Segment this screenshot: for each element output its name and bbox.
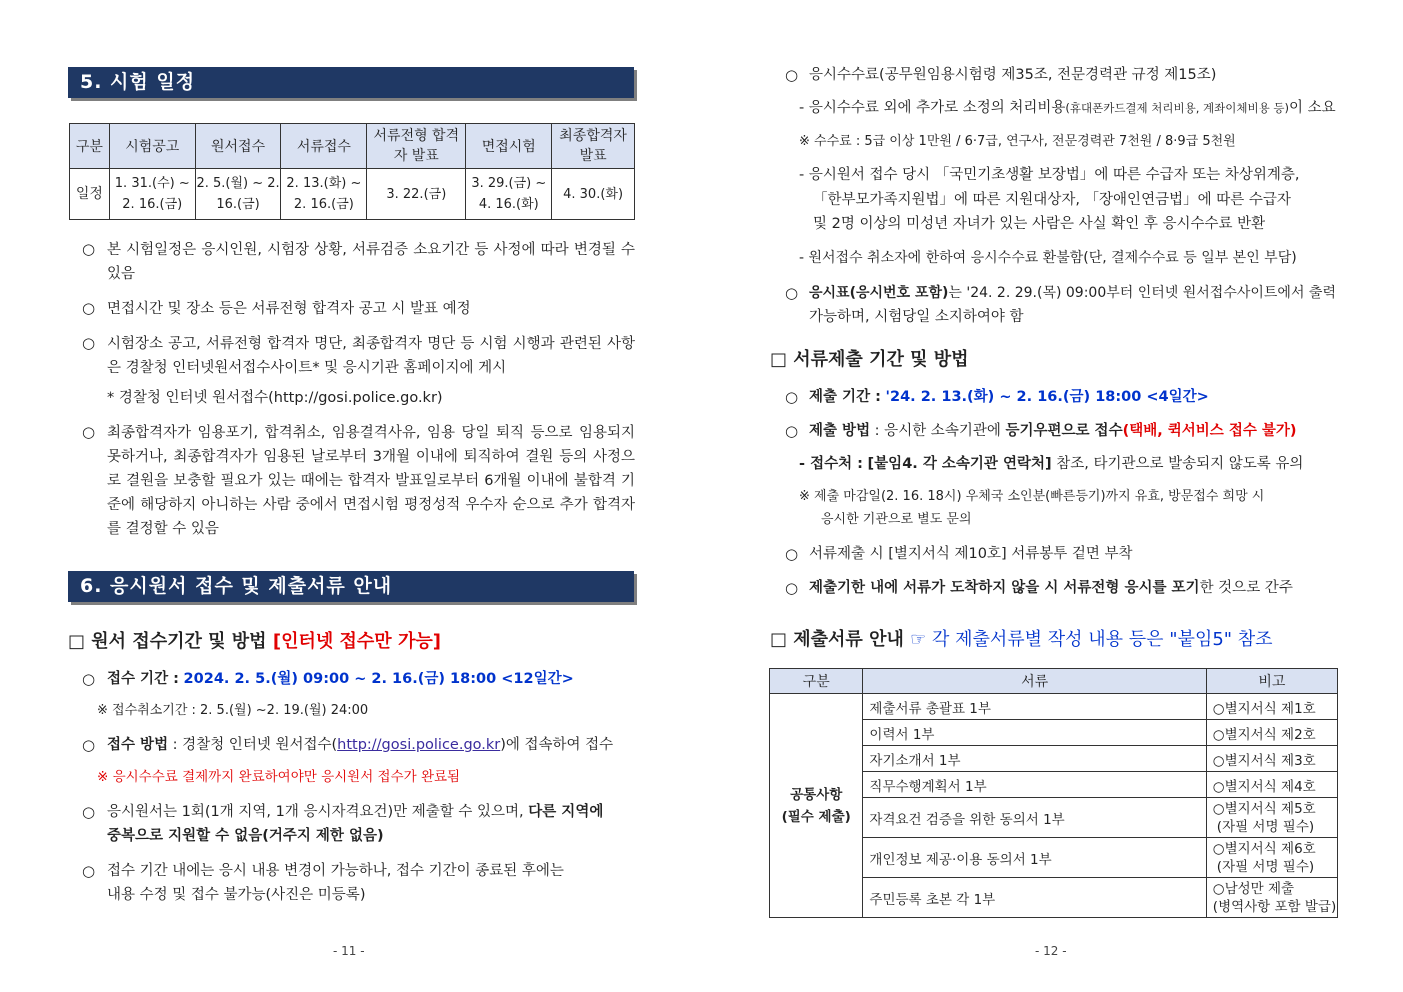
recipient: - 접수처 : [붙임4. 각 소속기관 연락처] 참조, 타기관으로 발송되지 않도록 유의 (799, 456, 1304, 472)
circle-bullet-icon: ○ (82, 862, 96, 880)
change-note-2: 내용 수정 및 접수 불가능(사진은 미등록) (107, 887, 366, 903)
schedule-header: 면접시험 (466, 124, 552, 169)
schedule-header: 최종합격자 발표 (552, 124, 635, 169)
schedule-header: 서류전형 합격자 발표 (367, 124, 466, 169)
circle-bullet-icon: ○ (785, 388, 799, 406)
circle-bullet-icon: ○ (82, 334, 96, 352)
fee-warning: ※ 응시수수료 결제까지 완료하여야만 응시원서 접수가 완료됨 (97, 769, 461, 785)
schedule-header: 원서접수 (195, 124, 281, 169)
circle-bullet-icon: ○ (785, 66, 799, 84)
schedule-cell: 1. 31.(수) ~ 2. 16.(금) (109, 169, 195, 220)
circle-bullet-icon: ○ (82, 803, 96, 821)
police-site-link[interactable]: http://gosi.police.go.kr (337, 737, 501, 753)
circle-bullet-icon: ○ (785, 579, 799, 597)
cancel-period: ※ 접수취소기간 : 2. 5.(월) ~2. 19.(월) 24:00 (97, 703, 369, 718)
admission-ticket-2: 가능하며, 시험당일 소지하여야 함 (809, 309, 1024, 325)
docs-row-doc: 자격요건 검증을 위한 동의서 1부 (863, 798, 1206, 838)
refund-line-2: 「한부모가족지원법」에 따른 지원대상자, 「장애인연금법」에 따른 수급자 (813, 192, 1291, 208)
schedule-note-2: 면접시간 및 장소 등은 서류전형 합격자 공고 시 발표 예정 (107, 301, 471, 317)
deadline-note-2: 응시한 기관으로 별도 문의 (821, 512, 972, 527)
submit-period: 제출 기간 : '24. 2. 13.(화) ~ 2. 16.(금) 18:00 <4일간> (809, 389, 1209, 405)
fee-title: 응시수수료(공무원임용시험령 제35조, 전문경력관 규정 제15조) (809, 67, 1217, 83)
docs-header: 구분 (770, 669, 863, 694)
circle-bullet-icon: ○ (785, 284, 799, 302)
deadline-note: ※ 제출 마감일(2. 16. 18시) 우체국 소인분(빠른등기)까지 유효, 방문접수 희망 시 (799, 489, 1265, 504)
cancel-refund: - 원서접수 취소자에 한하여 응시수수료 환불함(단, 결제수수료 등 일부 본인 부담) (799, 250, 1297, 266)
docs-row-note: ○남성만 제출 (병역사항 포함 발급) (1206, 878, 1337, 918)
docs-row-doc: 주민등록 초본 각 1부 (863, 878, 1206, 918)
once-only-note-2: 중복으로 지원할 수 없음(거주지 제한 없음) (107, 828, 384, 844)
docs-row-doc: 자기소개서 1부 (863, 746, 1206, 772)
docs-row-doc: 직무수행계획서 1부 (863, 772, 1206, 798)
docs-row-doc: 이력서 1부 (863, 720, 1206, 746)
docs-row-doc: 개인정보 제공·이용 동의서 1부 (863, 838, 1206, 878)
admission-ticket: 응시표(응시번호 포함)는 '24. 2. 29.(목) 09:00부터 인터넷 원서접수사이트에서 출력 (809, 285, 1336, 301)
docs-row-note: ○별지서식 제5호 (자필 서명 필수) (1206, 798, 1337, 838)
schedule-table (69, 123, 635, 220)
apply-heading: □ 원서 접수기간 및 방법 [인터넷 접수만 가능] (68, 631, 441, 652)
circle-bullet-icon: ○ (82, 299, 96, 317)
schedule-header: 구분 (70, 124, 110, 169)
docs-group-label: 공통사항 (필수 제출) (770, 694, 863, 918)
docs-row-note: ○별지서식 제3호 (1206, 746, 1337, 772)
left-page (0, 0, 701, 992)
apply-method: 접수 방법 : 경찰청 인터넷 원서접수(http://gosi.police.go.kr)에 접속하여 접수 (107, 737, 614, 753)
page-number: - 11 - (333, 944, 365, 958)
section-6-title: 6. 응시원서 접수 및 제출서류 안내 (68, 571, 634, 602)
circle-bullet-icon: ○ (785, 422, 799, 440)
right-page (701, 0, 1403, 992)
schedule-cell: 3. 29.(금) ~ 4. 16.(화) (466, 169, 552, 220)
docs-header: 서류 (863, 669, 1206, 694)
docs-header: 비고 (1206, 669, 1337, 694)
internet-only-note: [인터넷 접수만 가능] (272, 631, 441, 652)
docs-list-heading: □ 제출서류 안내 ☞ 각 제출서류별 작성 내용 등은 "붙임5" 참조 (770, 629, 1273, 650)
police-site-link[interactable]: * 경찰청 인터넷 원서접수(http://gosi.police.go.kr) (107, 390, 443, 406)
schedule-header: 시험공고 (109, 124, 195, 169)
schedule-note-1: 본 시험일정은 응시인원, 시험장 상황, 서류검증 소요기간 등 사정에 따라 변경될 수 있음 (107, 242, 635, 282)
docs-row-note: ○별지서식 제1호 (1206, 694, 1337, 720)
docs-table (769, 668, 1338, 918)
change-note: 접수 기간 내에는 응시 내용 변경이 가능하나, 접수 기간이 종료된 후에는 (107, 863, 564, 879)
docs-row-note: ○별지서식 제4호 (1206, 772, 1337, 798)
refund-line-3: 및 2명 이상의 미성년 자녀가 있는 사람은 사실 확인 후 응시수수료 반환 (813, 216, 1266, 232)
schedule-cell: 2. 13.(화) ~ 2. 16.(금) (281, 169, 367, 220)
schedule-note-4: 최종합격자가 임용포기, 합격취소, 임용결격사유, 임용 당일 퇴직 등으로 임용되지 못하거나, 최종합격자가 임용된 날로부터 3개월 이내에 퇴직하여 결원 등의 사정으로 결원을 보충할 필요가 있는 때에는 합격자 발표일로부터 6개월 이내에 불합격 기준에 해당하지 아니하는 사람 중에서 면접시험 평정성적 우수자 순으로 추가 합격자를 결정할 수 있음 (107, 425, 635, 537)
circle-bullet-icon: ○ (785, 545, 799, 563)
docs-row-note: ○별지서식 제6호 (자필 서명 필수) (1206, 838, 1337, 878)
schedule-cell: 4. 30.(화) (552, 169, 635, 220)
circle-bullet-icon: ○ (82, 670, 96, 688)
circle-bullet-icon: ○ (82, 736, 96, 754)
schedule-cell: 3. 22.(금) (367, 169, 466, 220)
schedule-row-label: 일정 (70, 169, 110, 220)
fee-amounts: ※ 수수료 : 5급 이상 1만원 / 6·7급, 연구사, 전문경력관 7천원 / 8·9급 5천원 (799, 134, 1236, 149)
circle-bullet-icon: ○ (82, 423, 96, 441)
page-number: - 12 - (1035, 944, 1067, 958)
submit-method: 제출 방법 : 응시한 소속기관에 등기우편으로 접수(택배, 퀵서비스 접수 불가) (809, 423, 1297, 439)
schedule-note-3: 시험장소 공고, 서류전형 합격자 명단, 최종합격자 명단 등 시험 시행과 관련된 사항은 경찰청 인터넷원서접수사이트* 및 응시기관 홈페이지에 게시 (107, 336, 635, 376)
docs-submit-heading: □ 서류제출 기간 및 방법 (770, 349, 969, 370)
schedule-header: 서류접수 (281, 124, 367, 169)
schedule-cell: 2. 5.(월) ~ 2. 16.(금) (195, 169, 281, 220)
docs-list-note: ☞ 각 제출서류별 작성 내용 등은 "붙임5" 참조 (910, 629, 1273, 650)
docs-row-note: ○별지서식 제2호 (1206, 720, 1337, 746)
docs-row-doc: 제출서류 총괄표 1부 (863, 694, 1206, 720)
envelope-note: 서류제출 시 [별지서식 제10호] 서류봉투 겉면 부착 (809, 546, 1133, 562)
fee-extra: - 응시수수료 외에 추가로 소정의 처리비용(휴대폰카드결제 처리비용, 계좌이체비용 등)이 소요 (799, 100, 1336, 116)
forfeit-note: 제출기한 내에 서류가 도착하지 않을 시 서류전형 응시를 포기한 것으로 간주 (809, 580, 1293, 596)
once-only-note: 응시원서는 1회(1개 지역, 1개 응시자격요건)만 제출할 수 있으며, 다른 지역에 (107, 804, 604, 820)
section-5-title: 5. 시험 일정 (68, 67, 634, 98)
refund-line-1: - 응시원서 접수 당시 「국민기초생활 보장법」에 따른 수급자 또는 차상위계층, (799, 167, 1300, 183)
circle-bullet-icon: ○ (82, 240, 96, 258)
apply-period: 접수 기간 : 2024. 2. 5.(월) 09:00 ~ 2. 16.(금) 18:00 <12일간> (107, 671, 574, 687)
